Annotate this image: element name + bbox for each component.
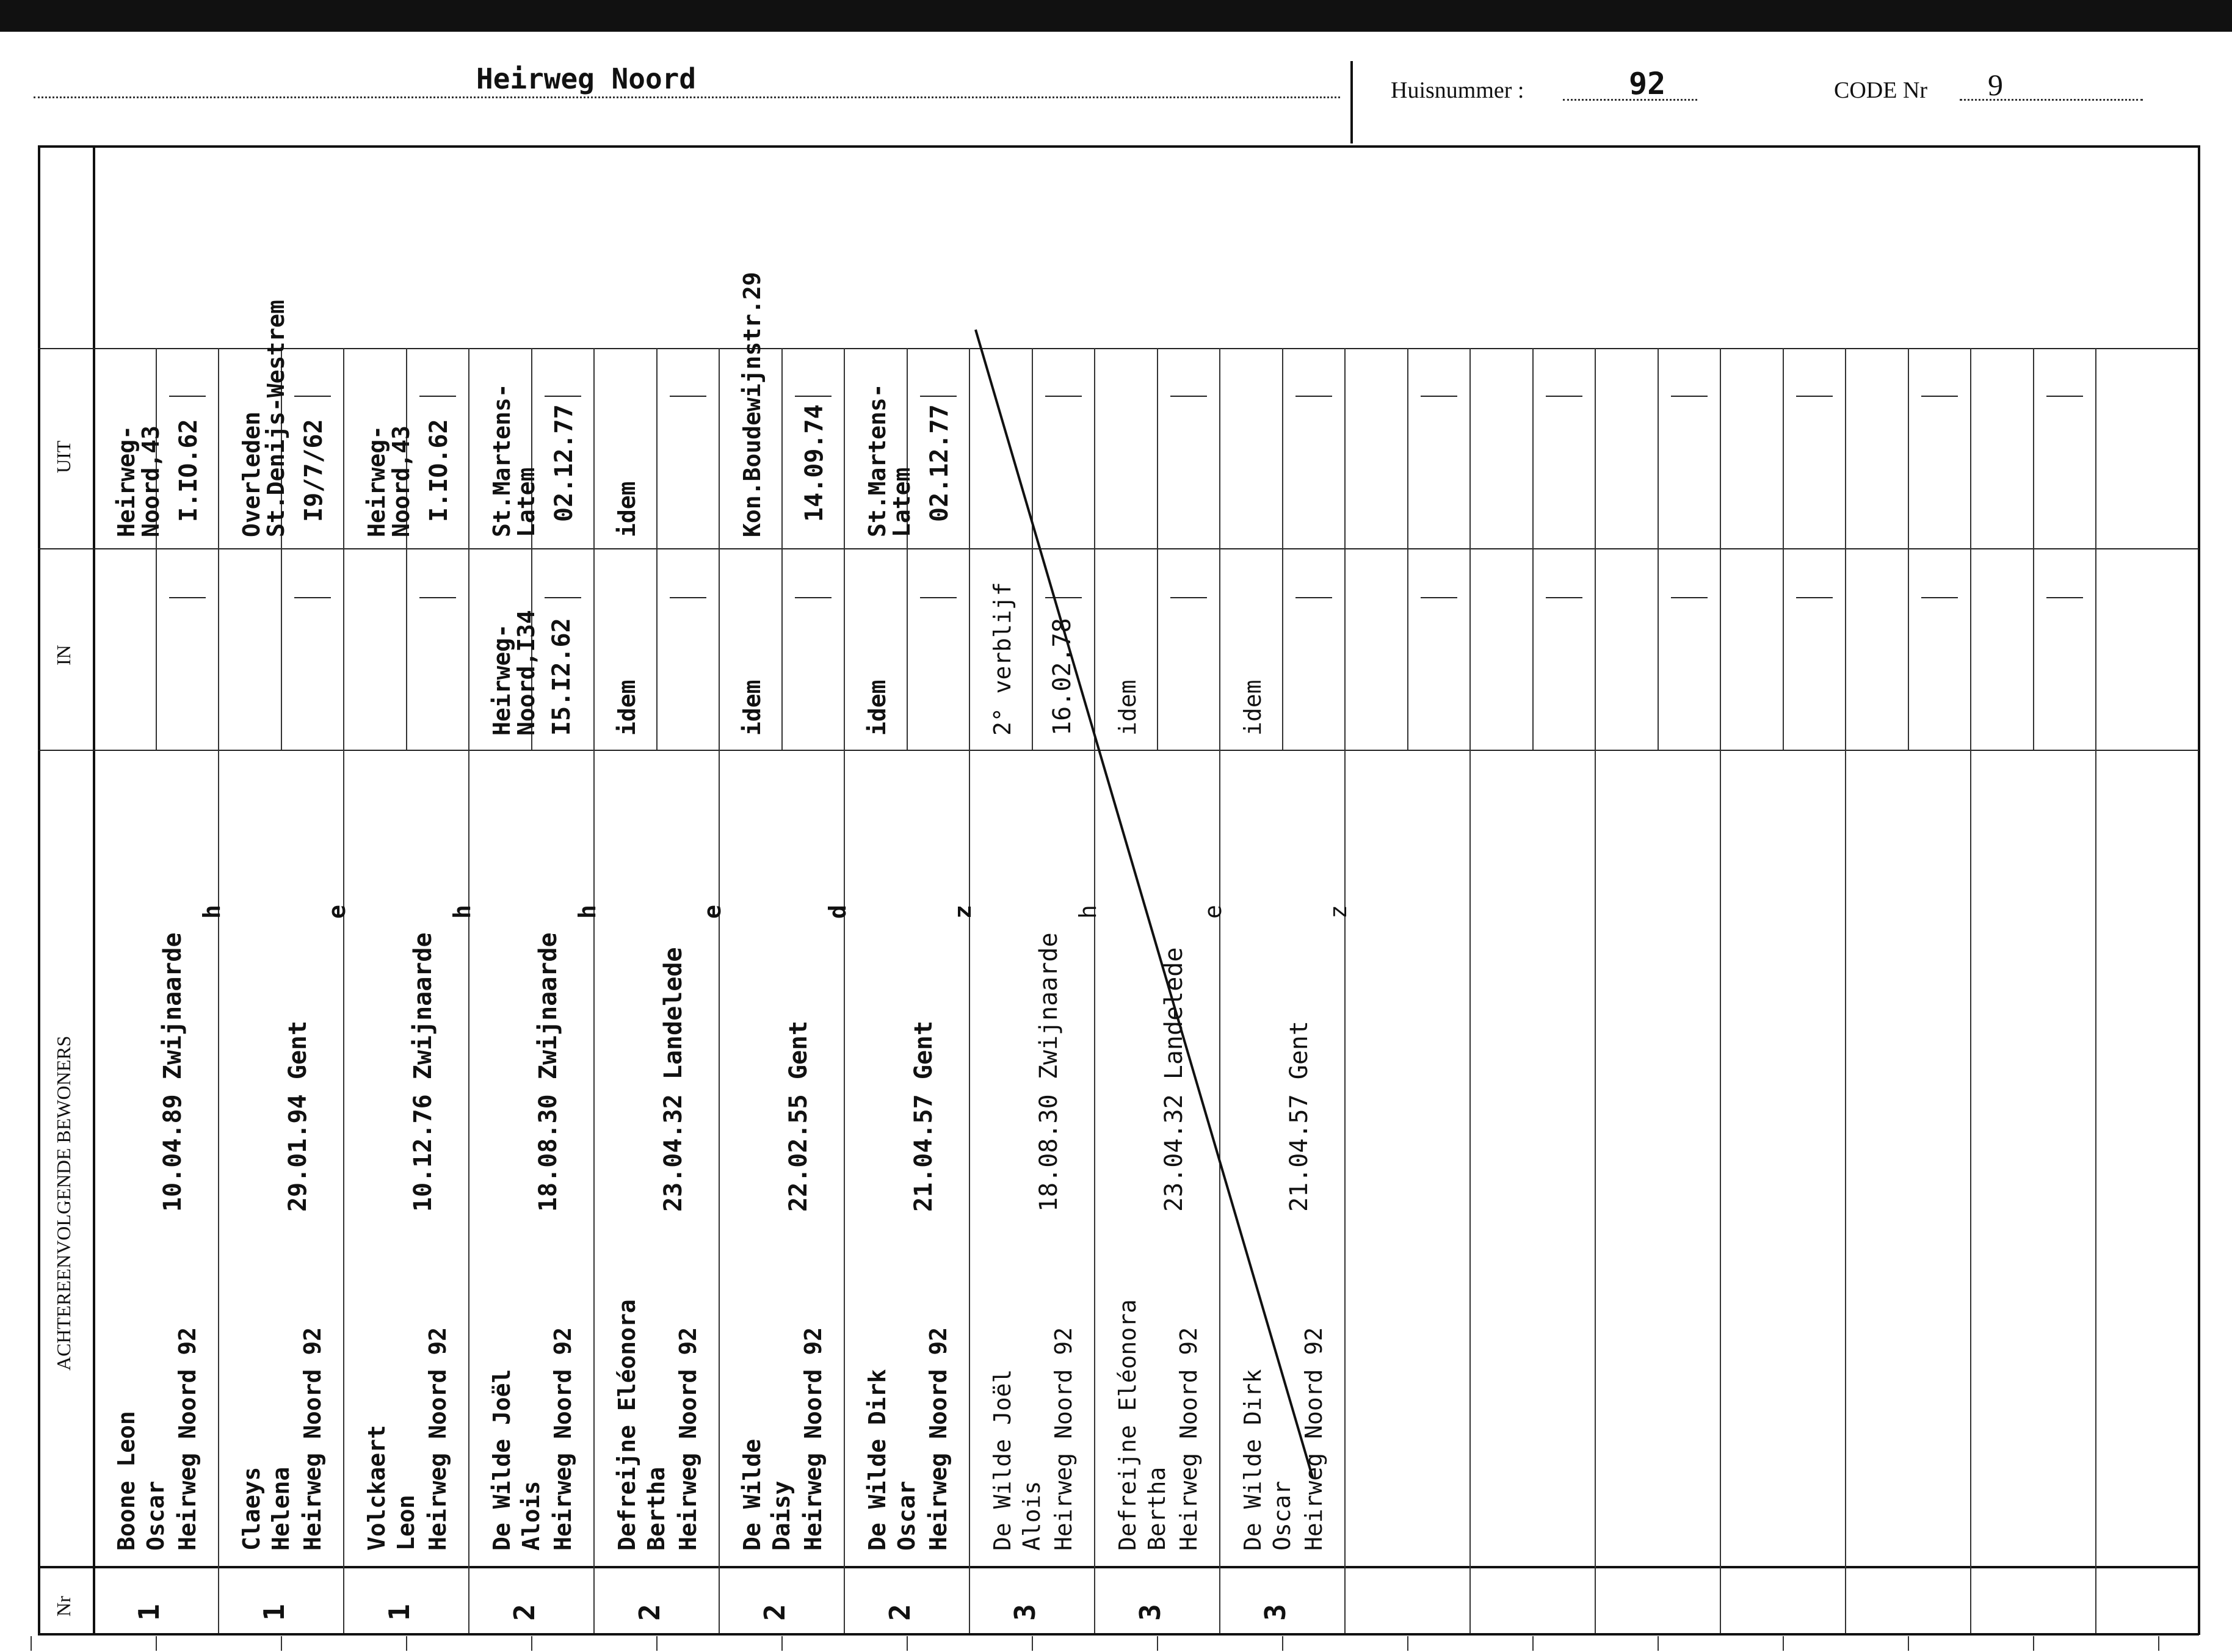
resident-nr: 1 [383,1604,416,1621]
ruler-tick [1407,1636,1408,1651]
resident-firstname: Oscar [142,1480,169,1551]
resident-sex: h [574,905,601,919]
resident-surname: Volckaert [363,1425,390,1551]
street-name: Heirweg Noord [476,62,697,95]
resident-firstname: Helena [267,1466,294,1551]
resident-in: idem [739,679,766,736]
resident-nr: 2 [758,1604,791,1621]
resident-nr: 1 [132,1604,165,1621]
resident-in: idem [614,679,640,736]
ruler-tick [2033,1636,2034,1651]
label-nr: Nr [53,1596,74,1617]
resident-address: Heirweg Noord 92 [925,1327,952,1551]
resident-address: Heirweg Noord 92 [549,1327,576,1551]
house-number-value: 92 [1629,66,1666,101]
ruler-tick [1783,1636,1784,1651]
ruler-tick [781,1636,783,1651]
code-label: CODE Nr [1834,78,1928,103]
resident-uit-date: 14.09.74 [800,404,828,522]
label-in: IN [53,645,74,665]
resident-address: Heirweg Noord 92 [675,1327,701,1551]
resident-firstname: Alois [1018,1480,1045,1551]
resident-nr: 1 [258,1604,291,1621]
resident-firstname: Leon [393,1494,419,1551]
resident-firstname: Oscar [1269,1480,1295,1551]
resident-sex: d [824,905,851,919]
resident-address: Heirweg Noord 92 [174,1327,201,1551]
resident-uit: Heirweg- Noord,43 [113,425,164,537]
resident-birth: 10.04.89 Zwijnaarde [159,932,187,1212]
ruler-tick [531,1636,532,1651]
resident-sex: e [1200,905,1227,919]
resident-nr: 2 [633,1604,666,1621]
resident-sex: h [449,905,476,919]
resident-uit-date: 02.12.77 [550,404,578,522]
resident-uit: Heirweg- Noord,43 [363,425,415,537]
resident-birth: 22.02.55 Gent [784,1020,813,1212]
ruler-tick [1282,1636,1283,1651]
resident-birth: 18.08.30 Zwijnaarde [1035,932,1063,1212]
resident-in: Heirweg- Noord,I34 [488,610,540,736]
resident-firstname: Bertha [1143,1466,1170,1551]
resident-nr: 2 [883,1604,916,1621]
resident-sex: z [949,905,976,919]
resident-in: idem [864,679,891,736]
resident-surname: De Wilde [739,1438,766,1551]
resident-sex: h [198,905,225,919]
resident-address: Heirweg Noord 92 [299,1327,326,1551]
resident-nr: 3 [1009,1604,1042,1621]
label-uit: UIT [53,440,74,473]
ruler-tick [2158,1636,2159,1651]
resident-in: 2° verblijf [989,582,1016,736]
resident-address: Heirweg Noord 92 [1050,1327,1077,1551]
resident-firstname: Bertha [643,1466,670,1551]
resident-in-date: I5.I2.62 [548,618,576,736]
resident-address: Heirweg Noord 92 [1300,1327,1327,1551]
resident-surname: Defreijne Eléonora [1114,1299,1141,1551]
resident-uit-date: I.IO.62 [425,419,453,522]
resident-birth: 23.04.32 Landelede [1160,947,1188,1212]
resident-nr: 3 [1134,1604,1167,1621]
resident-birth: 10.12.76 Zwijnaarde [409,932,437,1212]
resident-surname: Defreijne Eléonora [614,1299,640,1551]
resident-uit: idem [614,481,640,537]
resident-birth: 18.08.30 Zwijnaarde [534,932,562,1212]
resident-uit: St.Martens- Latem [488,383,540,537]
resident-uit: Overleden St.Denijs-Westrem [238,300,289,537]
ruler-tick [406,1636,407,1651]
resident-surname: De Wilde Dirk [864,1369,891,1551]
resident-surname: De Wilde Dirk [1239,1369,1266,1551]
resident-uit: St.Martens- Latem [864,383,915,537]
resident-address: Heirweg Noord 92 [800,1327,827,1551]
ruler-tick [31,1636,32,1651]
resident-uit-date: 02.12.77 [926,404,954,522]
resident-nr: 2 [508,1604,541,1621]
resident-in: idem [1114,679,1141,736]
resident-firstname: Oscar [893,1480,920,1551]
ruler-tick [281,1636,282,1651]
ruler-tick [1157,1636,1158,1651]
ruler-tick [1032,1636,1033,1651]
label-residents: ACHTEREENVOLGENDE BEWONERS [53,1035,74,1371]
resident-firstname: Daisy [768,1480,795,1551]
ruler-tick [156,1636,157,1651]
resident-birth: 29.01.94 Gent [284,1020,312,1212]
resident-surname: De Wilde Joël [989,1369,1016,1551]
resident-surname: Boone Leon [113,1411,140,1551]
resident-surname: Claeys [238,1466,265,1551]
resident-uit-date: I.IO.62 [175,419,203,522]
resident-uit: Kon.Boudewijnstr.29 [739,272,766,537]
resident-uit-date: I9/7/62 [300,419,328,522]
resident-surname: De Wilde Joël [488,1369,515,1551]
resident-in: idem [1239,679,1266,736]
resident-birth: 21.04.57 Gent [910,1020,938,1212]
ruler-tick [907,1636,908,1651]
house-number-label: Huisnummer : [1391,78,1524,103]
code-number-value: 9 [1988,68,2003,102]
resident-sex: e [324,905,350,919]
resident-address: Heirweg Noord 92 [1175,1327,1202,1551]
resident-sex: z [1325,905,1352,919]
resident-sex: e [699,905,726,919]
resident-sex: h [1074,905,1101,919]
resident-nr: 3 [1259,1604,1292,1621]
resident-birth: 21.04.57 Gent [1285,1020,1313,1212]
resident-in-date: 16.02.78 [1048,618,1076,736]
ruler-tick [656,1636,658,1651]
ruler-tick [1908,1636,1909,1651]
resident-birth: 23.04.32 Landelede [659,947,687,1212]
resident-firstname: Alois [518,1480,545,1551]
ruler-tick [1658,1636,1659,1651]
resident-address: Heirweg Noord 92 [424,1327,451,1551]
ruler-tick [1532,1636,1534,1651]
